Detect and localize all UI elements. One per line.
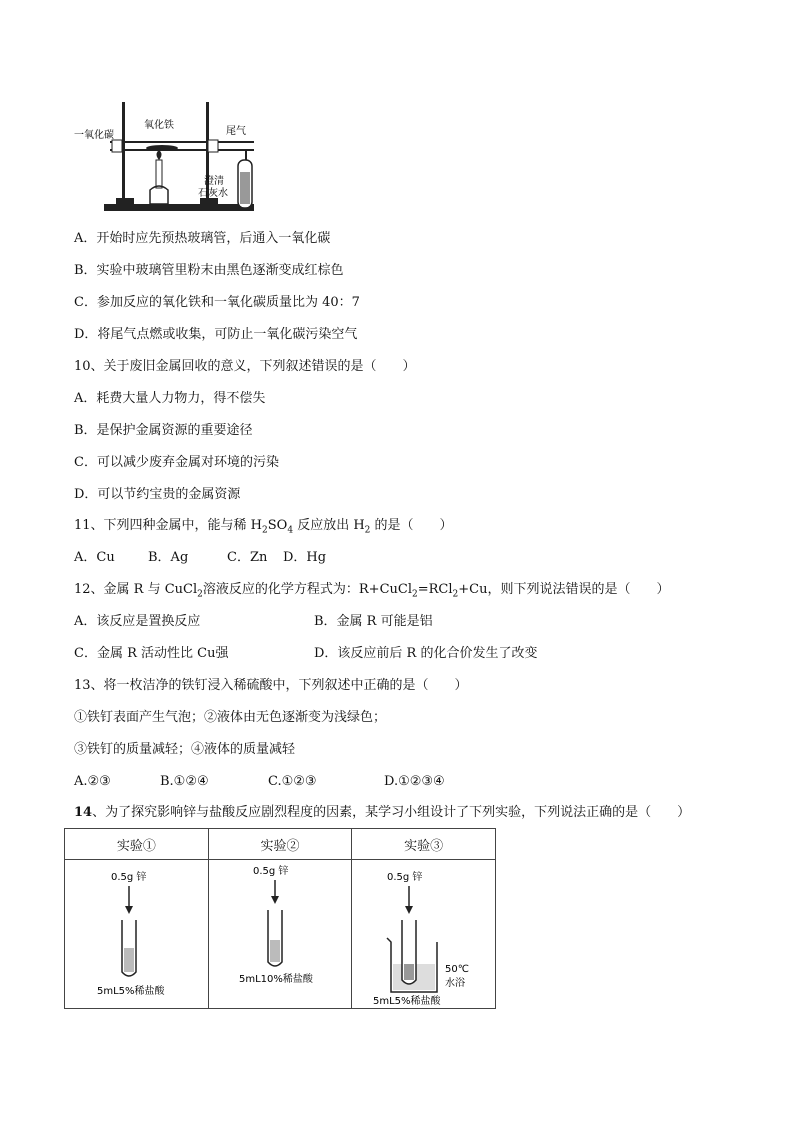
- q11-option-c: C．Zn: [227, 550, 268, 565]
- label-fe2o3: 氧化铁: [144, 120, 174, 131]
- q13-stem: 13、将一枚洁净的铁钉浸入稀硫酸中，下列叙述中正确的是（ ）: [74, 678, 468, 693]
- q9-option-d: D．将尾气点燃或收集，可防止一氧化碳污染空气: [74, 327, 358, 342]
- label-co: 一氧化碳: [74, 130, 114, 141]
- q13-statement-2: ③铁钉的质量减轻；④液体的质量减轻: [74, 742, 296, 757]
- q14-experiment-table: [64, 828, 496, 1009]
- q10-stem: 10、关于废旧金属回收的意义，下列叙述错误的是（ ）: [74, 359, 416, 374]
- q13-statement-1: ①铁钉表面产生气泡；②液体由无色逐渐变为浅绿色；: [74, 710, 387, 725]
- exp-3-figure: [353, 860, 495, 1008]
- q10-option-d: D．可以节约宝贵的金属资源: [74, 487, 241, 502]
- header-exp-1: 实验①: [65, 829, 209, 860]
- exp-3-cell: [352, 860, 496, 1009]
- label-limewater-2: 石灰水: [198, 188, 228, 199]
- q9-option-c: C．参加反应的氧化铁和一氧化碳质量比为 40：7: [74, 295, 360, 310]
- exp-3-zinc-label: 0.5g 锌: [386, 872, 423, 883]
- q11-option-d: D．Hg: [283, 550, 327, 565]
- exp-3-acid-label: 5mL5%稀盐酸: [372, 996, 441, 1007]
- q12-option-c: C．金属 R 活动性比 Cu强: [74, 646, 229, 661]
- q13-option-b: B.①②④: [160, 774, 209, 789]
- header-exp-2: 实验②: [208, 829, 352, 860]
- q10-option-b: B．是保护金属资源的重要途径: [74, 423, 253, 438]
- q13-option-d: D.①②③④: [384, 774, 445, 789]
- q10-option-a: A．耗费大量人力物力，得不偿失: [74, 391, 266, 406]
- exp-2-acid-label: 5mL10%稀盐酸: [238, 974, 313, 985]
- exp-3-temp-label: 50℃: [444, 964, 469, 975]
- q12-option-d: D．该反应前后 R 的化合价发生了改变: [314, 646, 538, 661]
- header-exp-3: 实验③: [352, 829, 496, 860]
- label-limewater-1: 澄清: [204, 176, 224, 187]
- q14-stem: 14、为了探究影响锌与盐酸反应剧烈程度的因素，某学习小组设计了下列实验，下列说法正确的是（ ）: [74, 805, 691, 820]
- q9-option-a: A．开始时应先预热玻璃管，后通入一氧化碳: [74, 231, 331, 246]
- q11-option-b: B．Ag: [148, 550, 189, 565]
- label-tail-gas: 尾气: [226, 126, 246, 137]
- exp-3-bath-label: 水浴: [444, 978, 465, 989]
- exp-2-figure: [209, 860, 351, 1008]
- q9-option-b: B．实验中玻璃管里粉末由黑色逐渐变成红棕色: [74, 263, 344, 278]
- q11-option-a: A．Cu: [74, 550, 115, 565]
- co-reduction-apparatus-figure: [74, 94, 274, 216]
- q12-option-a: A．该反应是置换反应: [74, 614, 201, 629]
- q12-stem: 12、金属 R 与 CuCl$_2$溶液反应的化学方程式为：R+CuCl$_2$=RCl$_2$+Cu，则下列说法错误的是（ ）: [74, 582, 670, 600]
- exp-1-cell: [65, 860, 209, 1009]
- q10-option-c: C．可以减少废弃金属对环境的污染: [74, 455, 279, 470]
- exp-2-zinc-label: 0.5g 锌: [252, 866, 289, 877]
- exp-2-cell: [208, 860, 352, 1009]
- q13-option-c: C.①②③: [268, 774, 317, 789]
- exp-1-acid-label: 5mL5%稀盐酸: [97, 986, 165, 997]
- q12-option-b: B．金属 R 可能是铝: [314, 614, 433, 629]
- exp-1-figure: [65, 860, 207, 1008]
- q11-stem: 11、下列四种金属中，能与稀 $H_2SO_4$ 反应放出 $H_2$ 的是（ ）: [74, 518, 453, 536]
- q13-option-a: A.②③: [74, 774, 111, 789]
- exp-1-zinc-label: 0.5g 锌: [111, 872, 147, 883]
